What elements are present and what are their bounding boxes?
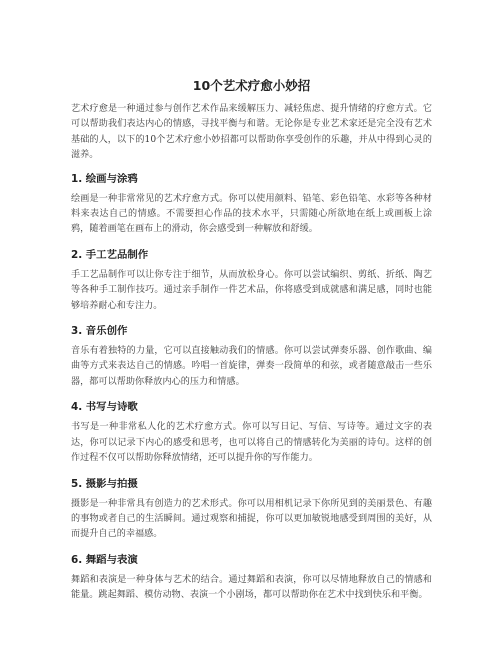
document-title: 10个艺术疗愈小妙招 bbox=[192, 78, 311, 93]
section-heading: 6. 舞蹈与表演 bbox=[71, 553, 138, 566]
section-music bbox=[71, 324, 432, 390]
intro-paragraph: 艺术疗愈是一种通过参与创作艺术作品来缓解压力、减轻焦虑、提升情绪的疗愈方式。它可以帮助我们表达内心的情感，寻找平衡与和谐。无论你是专业艺术家还是完全没有艺术基础的人，以下的10个艺术疗愈小妙招都可以帮助你享受创作的乐趣，并从中得到心灵的滋养。 bbox=[71, 104, 432, 161]
section-body: 手工艺品制作可以让你专注于细节，从而放松身心。你可以尝试编织、剪纸、折纸、陶艺等各种手工制作技巧。通过亲手制作一件艺术品，你将感受到成就感和满足感，同时也能够培养耐心和专注力。 bbox=[71, 269, 432, 311]
section-heading: 2. 手工艺品制作 bbox=[71, 248, 149, 261]
section-body: 音乐有着独特的力量，它可以直接触动我们的情感。你可以尝试弹奏乐器、创作歌曲、编曲等方式来表达自己的情感。吟唱一首旋律，弹奏一段简单的和弦，或者随意敲击一些乐器，都可以帮助你释放内心的压力和情感。 bbox=[71, 346, 432, 387]
section-body: 摄影是一种非常具有创造力的艺术形式。你可以用相机记录下你所见到的美丽景色、有趣的事物或者自己的生活瞬间。通过观察和捕捉，你可以更加敏锐地感受到周围的美好，从而提升自己的幸福感。 bbox=[71, 498, 432, 540]
section-dance bbox=[71, 553, 432, 604]
section-writing bbox=[71, 400, 432, 466]
section-photography bbox=[71, 477, 432, 543]
section-heading: 1. 绘画与涂鸦 bbox=[71, 172, 138, 185]
section-heading: 3. 音乐创作 bbox=[71, 325, 128, 338]
section-painting bbox=[71, 172, 432, 238]
section-handicraft bbox=[71, 248, 432, 314]
section-heading: 5. 摄影与拍摄 bbox=[71, 477, 138, 490]
section-body: 舞蹈和表演是一种身体与艺术的结合。通过舞蹈和表演，你可以尽情地释放自己的情感和能量。跳起舞蹈、模仿动物、表演一个小剧场，都可以帮助你在艺术中找到快乐和平衡。 bbox=[71, 574, 432, 601]
section-body: 书写是一种非常私人化的艺术疗愈方式。你可以写日记、写信、写诗等。通过文字的表达，你可以记录下内心的感受和思考，也可以将自己的情感转化为美丽的诗句。这样的创作过程不仅可以帮助你释放情绪，还可以提升你的写作能力。 bbox=[71, 422, 432, 464]
section-body: 绘画是一种非常常见的艺术疗愈方式。你可以使用颜料、铅笔、彩色铅笔、水彩等各种材料来表达自己的情感。不需要担心作品的技术水平，只需随心所欲地在纸上或画板上涂鸦，随着画笔在画布上的滑动，你会感受到一种解放和舒缓。 bbox=[71, 193, 432, 235]
section-heading: 4. 书写与诗歌 bbox=[71, 401, 138, 414]
